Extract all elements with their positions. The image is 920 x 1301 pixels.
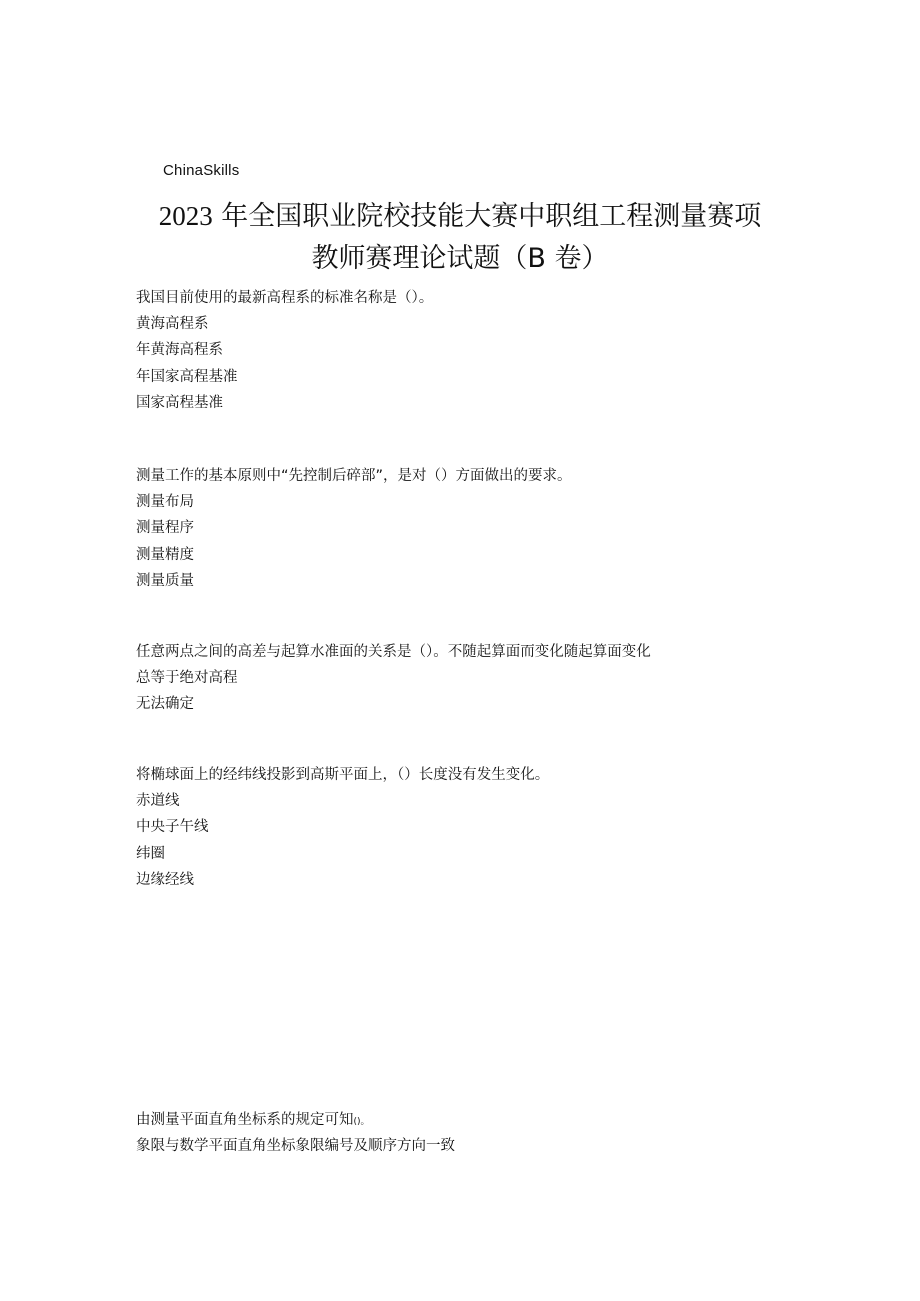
title-text: 年全国职业院校技能大赛中职组工程测量赛项 (212, 201, 762, 232)
option: 测量布局 (136, 494, 194, 511)
brand-logo-text: ChinaSkills (163, 162, 240, 179)
question-2 (136, 463, 572, 594)
question-5 (136, 1107, 455, 1159)
stem-text: 由测量平面直角坐标系的规定可知 (136, 1112, 354, 1128)
question-4 (136, 762, 549, 893)
document-title-line2: 教师赛理论试题（B 卷） (311, 243, 609, 274)
question-3 (136, 639, 651, 718)
option: 赤道线 (136, 793, 180, 810)
option: 测量质量 (136, 572, 194, 589)
option: 象限与数学平面直角坐标象限编号及顺序方向一致 (136, 1138, 455, 1155)
option: 无法确定 (136, 696, 194, 713)
question-stem (136, 1107, 455, 1133)
option: 总等于绝对高程 (136, 670, 238, 687)
option: 测量程序 (136, 520, 194, 537)
document-title-line1 (0, 200, 920, 233)
title-year: 2023 (158, 201, 213, 231)
question-1 (136, 285, 433, 416)
option: 国家高程基准 (136, 394, 223, 411)
option: 黄海高程系 (136, 316, 209, 333)
option: 纬圈 (136, 845, 165, 862)
option: 测量精度 (136, 546, 194, 563)
question-stem: 我国目前使用的最新高程系的标准名称是（）。 (136, 290, 434, 306)
option: 中央子午线 (136, 819, 209, 836)
question-stem: 任意两点之间的高差与起算水准面的关系是（）。不随起算面而变化随起算面变化 (136, 644, 651, 660)
question-stem: 将椭球面上的经纬线投影到高斯平面上，（）长度没有发生变化。 (136, 767, 550, 783)
stem-suffix: ()。 (353, 1117, 370, 1127)
question-stem: 测量工作的基本原则中“先控制后碎部”，是对（）方面做出的要求。 (136, 468, 572, 484)
option: 边缘经线 (136, 871, 194, 888)
option: 年国家高程基准 (136, 368, 238, 385)
option: 年黄海高程系 (136, 342, 223, 359)
